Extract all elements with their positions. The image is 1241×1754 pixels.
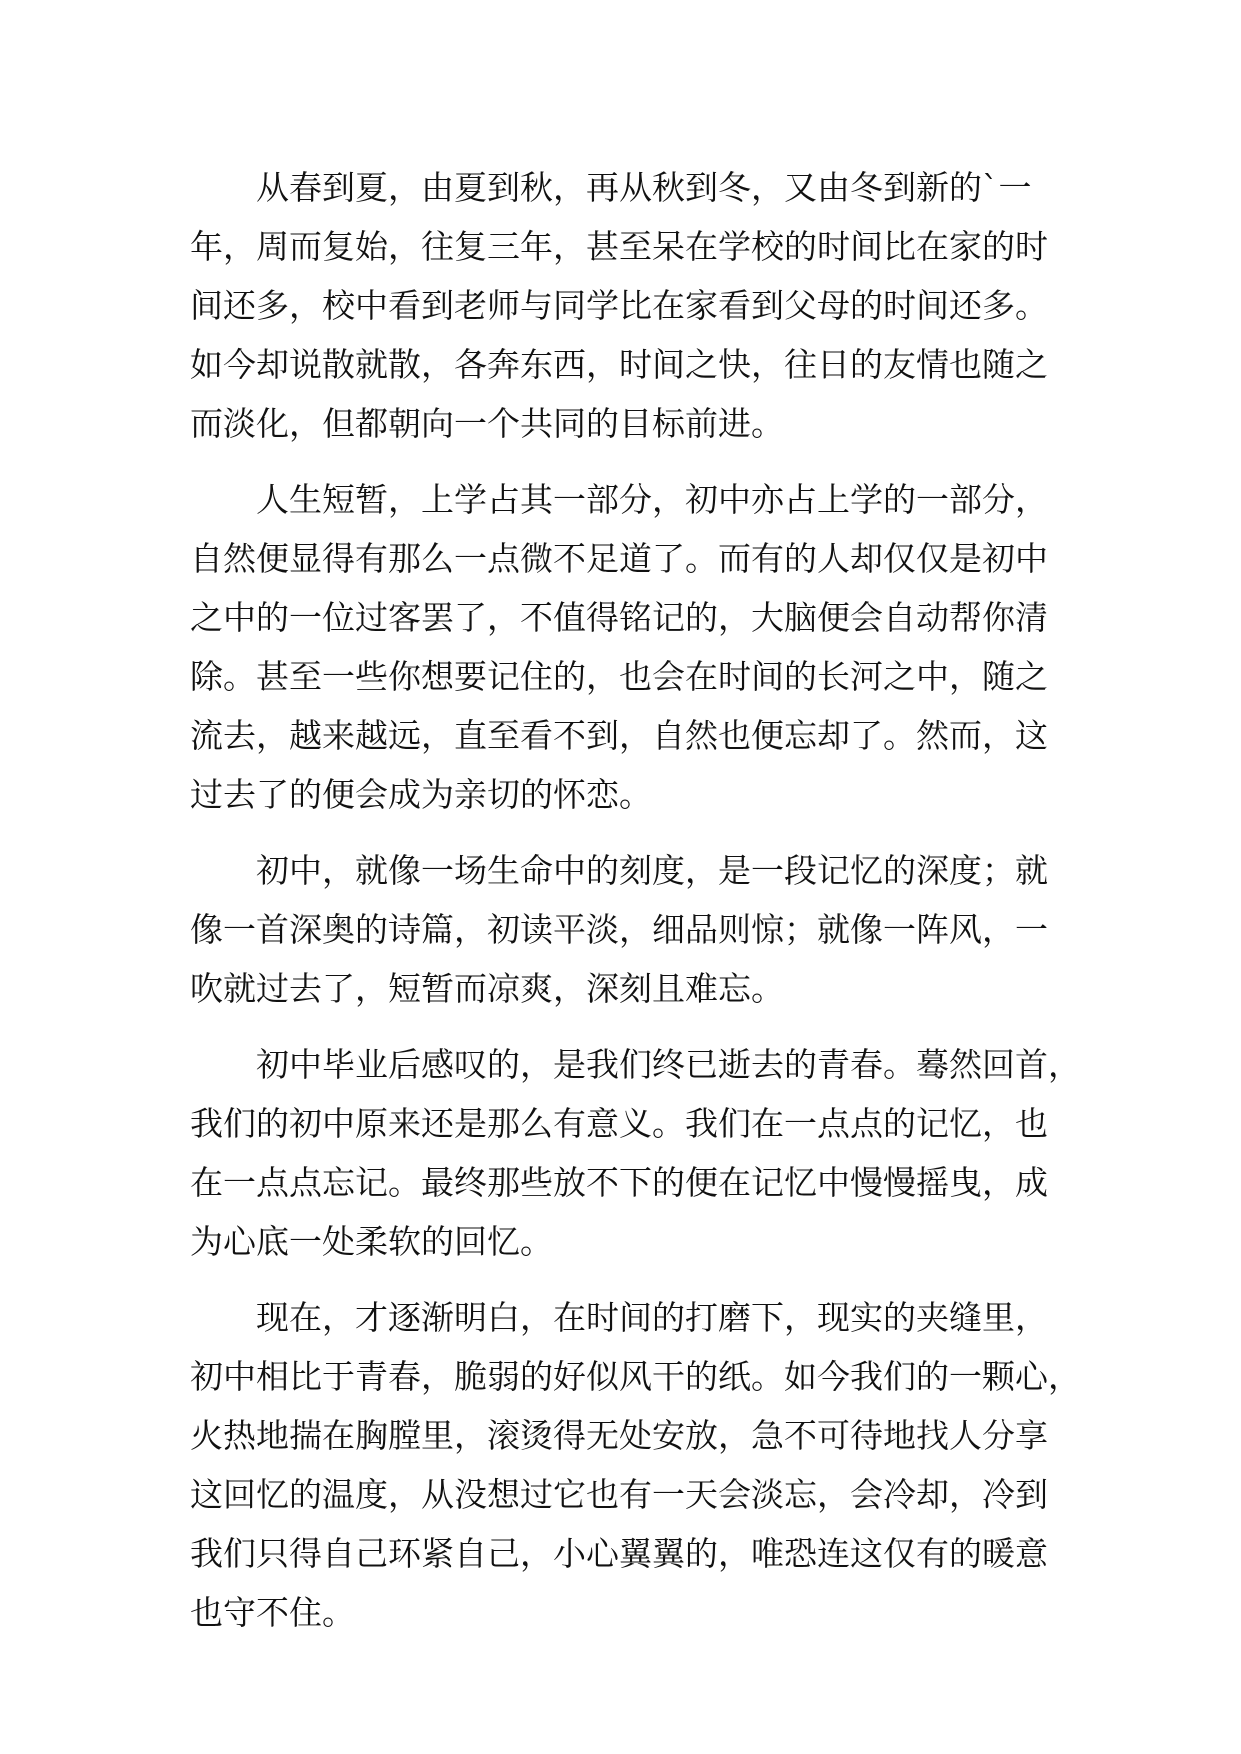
paragraph-line: 除。甚至一些你想要记住的，也会在时间的长河之中，随之	[190, 657, 1048, 696]
paragraph-line: 之中的一位过客罢了，不值得铭记的，大脑便会自动帮你清	[190, 598, 1048, 637]
paragraph-line: 也守不住。	[190, 1593, 355, 1632]
paragraph-3	[190, 841, 1060, 1018]
document-body	[190, 158, 1081, 1642]
paragraph-line: 为心底一处柔软的回忆。	[190, 1222, 553, 1261]
paragraph-2	[190, 470, 1060, 824]
paragraph-line: 现在，才逐渐明白，在时间的打磨下，现实的夹缝里，	[256, 1298, 1048, 1337]
paragraph-5	[190, 1288, 1081, 1642]
paragraph-line: 如今却说散就散，各奔东西，时间之快，往日的友情也随之	[190, 345, 1048, 384]
paragraph-line: 从春到夏，由夏到秋，再从秋到冬，又由冬到新的`一	[256, 168, 1032, 207]
paragraph-line: 这回忆的温度，从没想过它也有一天会淡忘，会冷却，冷到	[190, 1475, 1048, 1514]
paragraph-line: 自然便显得有那么一点微不足道了。而有的人却仅仅是初中	[190, 539, 1048, 578]
paragraph-line: 我们只得自己环紧自己，小心翼翼的，唯恐连这仅有的暖意	[190, 1534, 1048, 1573]
paragraph-line: 而淡化，但都朝向一个共同的目标前进。	[190, 404, 784, 443]
paragraph-line: 初中，就像一场生命中的刻度，是一段记忆的深度；就	[256, 851, 1048, 890]
paragraph-line: 流去，越来越远，直至看不到，自然也便忘却了。然而，这	[190, 716, 1048, 755]
paragraph-4	[190, 1035, 1081, 1271]
paragraph-line: 我们的初中原来还是那么有意义。我们在一点点的记忆，也	[190, 1104, 1048, 1143]
paragraph-line: 人生短暂，上学占其一部分，初中亦占上学的一部分，	[256, 480, 1048, 519]
paragraph-line: 在一点点忘记。最终那些放不下的便在记忆中慢慢摇曳，成	[190, 1163, 1048, 1202]
paragraph-line: 初中毕业后感叹的，是我们终已逝去的青春。蓦然回首，	[256, 1045, 1081, 1084]
paragraph-line: 吹就过去了，短暂而凉爽，深刻且难忘。	[190, 969, 784, 1008]
paragraph-line: 间还多，校中看到老师与同学比在家看到父母的时间还多。	[190, 286, 1048, 325]
paragraph-line: 像一首深奥的诗篇，初读平淡，细品则惊；就像一阵风，一	[190, 910, 1048, 949]
paragraph-1	[190, 158, 1060, 453]
paragraph-line: 过去了的便会成为亲切的怀恋。	[190, 775, 652, 814]
paragraph-line: 年，周而复始，往复三年，甚至呆在学校的时间比在家的时	[190, 227, 1048, 266]
paragraph-line: 火热地揣在胸膛里，滚烫得无处安放，急不可待地找人分享	[190, 1416, 1048, 1455]
paragraph-line: 初中相比于青春，脆弱的好似风干的纸。如今我们的一颗心，	[190, 1357, 1081, 1396]
